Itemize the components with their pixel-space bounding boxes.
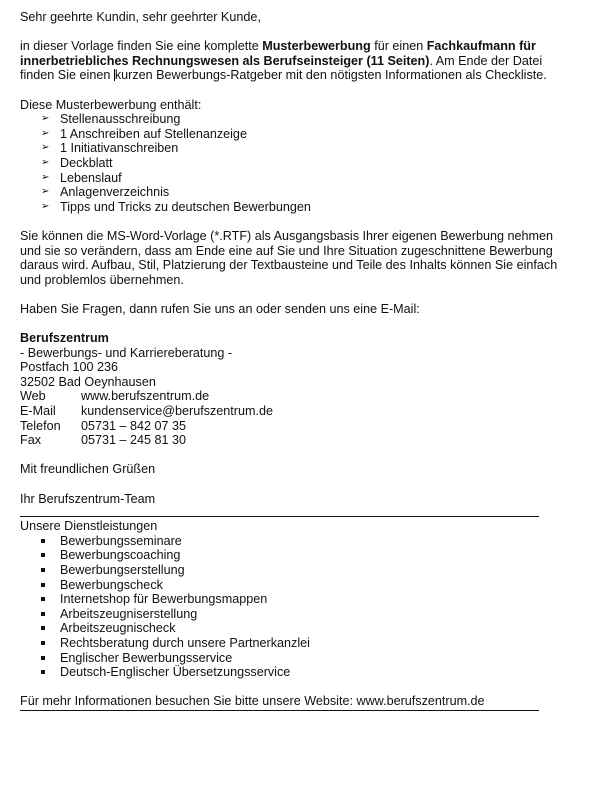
contents-item-label: Anlagenverzeichnis	[60, 185, 170, 200]
contact-table	[20, 389, 560, 447]
contents-list-item	[20, 112, 560, 127]
fax-value: 05731 – 245 81 30	[81, 433, 187, 448]
service-item-label: Deutsch-Englischer Übersetzungsservice	[60, 665, 291, 680]
contents-item-label: Lebenslauf	[60, 170, 122, 185]
intro-bold-1: Musterbewerbung	[262, 39, 371, 54]
service-item-label: Rechtsberatung durch unsere Partnerkanzlei	[60, 635, 310, 650]
phone-label: Telefon	[20, 418, 61, 433]
intro-text-4: kurzen Bewerbungs-Ratgeber mit den nötigsten Informationen als Checkliste.	[114, 68, 547, 83]
service-item-label: Bewerbungserstellung	[60, 562, 185, 577]
address-block	[20, 331, 560, 389]
intro-text-2: für einen	[370, 39, 427, 54]
services-section	[20, 534, 560, 680]
closing: Mit freundlichen Grüßen	[20, 462, 156, 477]
arrow-bullet-icon: ➢	[41, 156, 50, 168]
service-item-label: Bewerbungscheck	[60, 577, 163, 592]
intro-text-3: . Am Ende der Datei finden Sie einen	[20, 53, 543, 83]
contents-list-item	[20, 185, 560, 200]
service-list-item	[20, 621, 560, 636]
contents-item-label: Deckblatt	[60, 155, 113, 170]
contents-list-item	[20, 127, 560, 142]
service-item-label: Bewerbungscoaching	[60, 548, 181, 563]
phone-value: 05731 – 842 07 35	[81, 418, 187, 433]
web-label: Web	[20, 389, 46, 404]
postbox: Postfach 100 236	[20, 360, 119, 375]
greeting: Sehr geehrte Kundin, sehr geehrter Kunde,	[20, 10, 261, 24]
section-divider-bottom	[20, 710, 539, 711]
service-list-item	[20, 592, 560, 607]
square-bullet-icon	[41, 568, 45, 572]
questions-paragraph: Haben Sie Fragen, dann rufen Sie uns an oder senden uns eine E-Mail:	[20, 301, 420, 316]
arrow-bullet-icon: ➢	[41, 142, 50, 154]
service-list-item	[20, 651, 560, 666]
services-title: Unsere Dienstleistungen	[20, 519, 158, 534]
service-list-item	[20, 578, 560, 593]
service-group	[20, 651, 560, 680]
service-list-item	[20, 534, 560, 549]
usage-paragraph: Sie können die MS-Word-Vorlage (*.RTF) als Ausgangsbasis Ihrer eigenen Bewerbung nehmen und sie so verändern, dass am Ende eine auf Sie und Ihre Situation zugeschnittene Bewerbung daraus wird. Aufbau, Stil, Platzierung der Textbausteine und Teile des Inhalts können Sie einfach und problemlos übernehmen.	[20, 228, 558, 287]
email-link[interactable]: kundenservice@berufszentrum.de	[81, 404, 273, 419]
contents-item-label: Stellenausschreibung	[60, 112, 181, 127]
contents-heading: Diese Musterbewerbung enthält:	[20, 97, 202, 112]
contents-item-label: 1 Anschreiben auf Stellenanzeige	[60, 126, 247, 141]
intro-bold-2: Fachkaufmann für innerbetriebliches Rechnungswesen als Berufseinsteiger (11 Seiten)	[20, 39, 536, 68]
square-bullet-icon	[41, 626, 45, 630]
arrow-bullet-icon: ➢	[41, 127, 50, 139]
service-list-item	[20, 665, 560, 680]
service-item-label: Internetshop für Bewerbungsmappen	[60, 592, 268, 607]
contents-item-label: Tipps und Tricks zu deutschen Bewerbungen	[60, 199, 311, 214]
contents-list-item	[20, 156, 560, 171]
square-bullet-icon	[41, 641, 45, 645]
square-bullet-icon	[41, 553, 45, 557]
service-group	[20, 607, 560, 651]
service-list-item	[20, 636, 560, 651]
contact-row-web	[20, 389, 560, 404]
arrow-bullet-icon: ➢	[41, 200, 50, 212]
square-bullet-icon	[41, 597, 45, 601]
email-label: E-Mail	[20, 404, 56, 419]
contents-list	[20, 112, 560, 214]
service-list-item	[20, 563, 560, 578]
footer-text: Für mehr Informationen besuchen Sie bitte unsere Website: www.berufszentrum.de	[20, 694, 485, 709]
square-bullet-icon	[41, 539, 45, 543]
company-tagline: - Bewerbungs- und Karriereberatung -	[20, 345, 233, 360]
signature: Ihr Berufszentrum-Team	[20, 491, 156, 506]
contact-row-fax	[20, 433, 560, 448]
arrow-bullet-icon: ➢	[41, 186, 50, 198]
service-group	[20, 534, 560, 607]
intro-paragraph	[20, 39, 560, 83]
square-bullet-icon	[41, 583, 45, 587]
contents-list-item	[20, 200, 560, 215]
contact-row-email	[20, 404, 560, 419]
service-item-label: Englischer Bewerbungsservice	[60, 650, 233, 665]
square-bullet-icon	[41, 656, 45, 660]
service-item-label: Bewerbungsseminare	[60, 533, 182, 548]
section-divider-top	[20, 516, 539, 517]
company-name: Berufszentrum	[20, 331, 109, 346]
contents-list-item	[20, 141, 560, 156]
fax-label: Fax	[20, 433, 41, 448]
city: 32502 Bad Oeynhausen	[20, 374, 156, 389]
service-list-item	[20, 607, 560, 622]
arrow-bullet-icon: ➢	[41, 171, 50, 183]
web-link[interactable]: www.berufszentrum.de	[81, 389, 210, 404]
service-item-label: Arbeitszeugnischeck	[60, 621, 176, 636]
contents-item-label: 1 Initiativanschreiben	[60, 141, 179, 156]
contents-list-item	[20, 171, 560, 186]
contact-row-phone	[20, 419, 560, 434]
service-item-label: Arbeitszeugniserstellung	[60, 606, 198, 621]
service-list-item	[20, 548, 560, 563]
intro-text-1: in dieser Vorlage finden Sie eine komplette	[20, 39, 263, 54]
arrow-bullet-icon: ➢	[41, 113, 50, 125]
square-bullet-icon	[41, 670, 45, 674]
square-bullet-icon	[41, 612, 45, 616]
